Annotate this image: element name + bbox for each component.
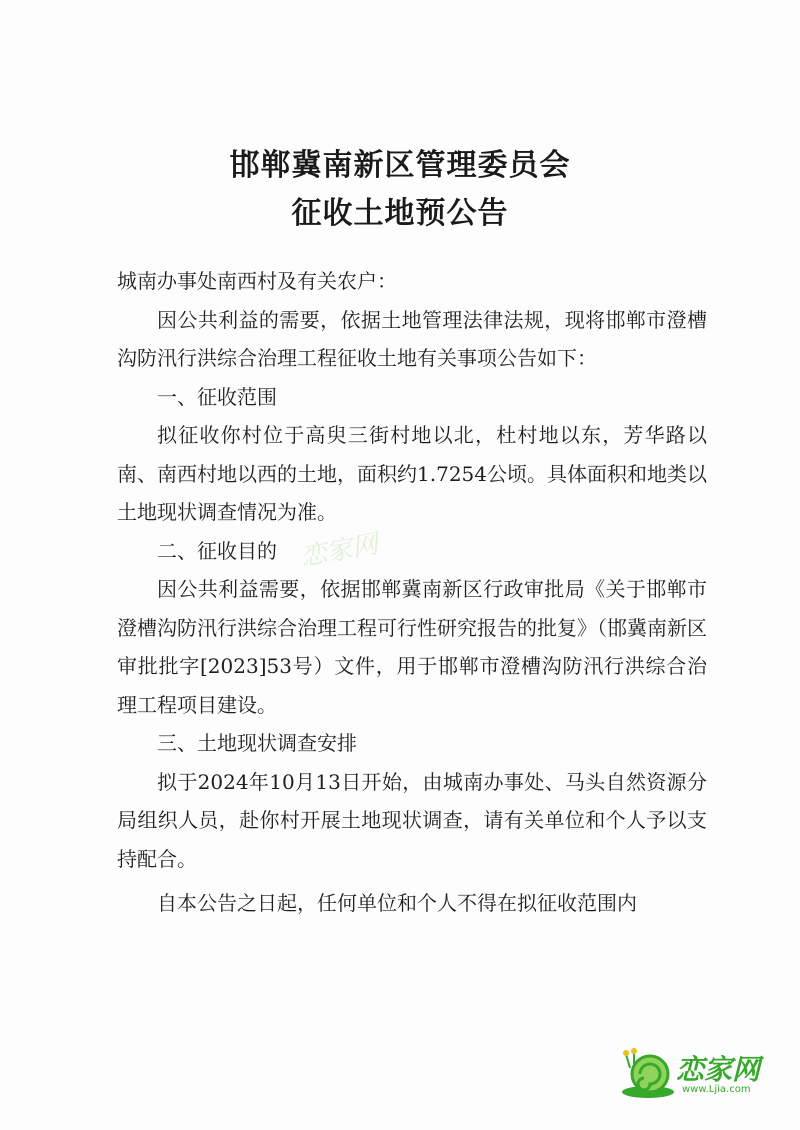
document-title-line1: 邯郸冀南新区管理委员会 <box>229 148 571 183</box>
document-body <box>117 262 707 923</box>
section-text-survey: 拟于2024年10月13日开始，由城南办事处、马头自然资源分局组织人员，赴你村开展土地现状调查，请有关单位和个人予以支持配合。 <box>117 769 707 871</box>
logo-url: www.Ljia.com <box>682 1084 751 1095</box>
section-heading-purpose: 二、征收目的 <box>157 538 277 563</box>
site-logo <box>620 1036 760 1106</box>
closing-paragraph: 自本公告之日起，任何单位和个人不得在拟征收范围内 <box>157 891 637 915</box>
section-heading-scope: 一、征收范围 <box>157 384 277 409</box>
section-text-purpose: 因公共利益需要，依据邯郸冀南新区行政审批局《关于邯郸市澄槽沟防汛行洪综合治理工程可行性研究报告的批复》（邯冀南新区审批批字[2023]53号）文件，用于邯郸市澄槽沟防汛行洪综合治理工程项目建设。 <box>117 577 707 717</box>
watermark-text: 恋家网 <box>298 529 381 573</box>
intro-paragraph: 因公共利益的需要，依据土地管理法律法规，现将邯郸市澄槽沟防汛行洪综合治理工程征收土地有关事项公告如下： <box>117 307 707 370</box>
section-text-scope: 拟征收你村位于高臾三街村地以北，杜村地以东，芳华路以南、南西村地以西的土地，面积约1.7254公顷。具体面积和地类以土地现状调查情况为准。 <box>117 423 707 524</box>
logo-name: 恋家网 <box>676 1053 761 1086</box>
document-title-line2: 征收土地预公告 <box>291 196 509 231</box>
salutation: 城南办事处南西村及有关农户： <box>117 269 397 293</box>
snail-icon <box>620 1046 676 1102</box>
section-heading-survey: 三、土地现状调查安排 <box>157 731 357 755</box>
